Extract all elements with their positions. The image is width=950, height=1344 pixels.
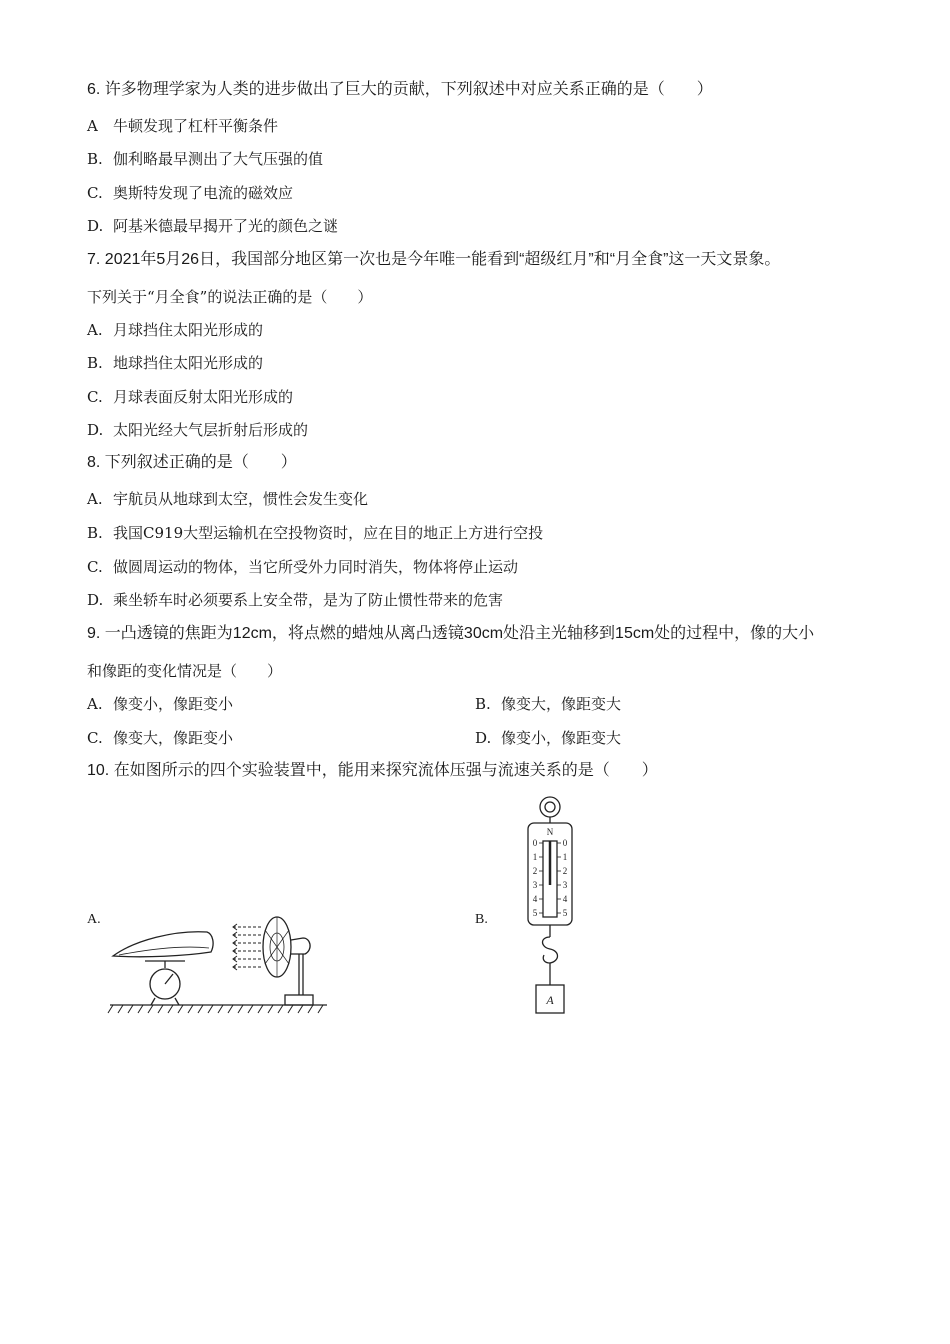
option-text: 阿基米德最早揭开了光的颜色之谜 [113,217,339,235]
question-9-option-a [87,694,233,714]
option-letter: A. [87,321,103,339]
question-8-option-d [87,590,503,610]
option-text: 像变大，像距变小 [113,729,234,747]
scale-tick-left: 1 [532,852,538,862]
option-text: 宇航员从地球到太空，惯性会发生变化 [113,490,369,508]
option-text: 伽利略最早测出了大气压强的值 [113,150,324,168]
option-text: 月球表面反射太阳光形成的 [113,388,294,406]
question-6-option-d [87,216,338,236]
option-letter: B. [87,150,103,168]
question-9-option-b [475,694,621,714]
option-letter: D. [87,421,104,439]
option-text: 月球挡住太阳光形成的 [113,321,264,339]
question-8-option-b [87,523,543,543]
question-7-option-b [87,353,263,373]
option-letter: B. [475,695,491,713]
option-letter: C. [87,558,103,576]
question-9-stem-continued: 和像距的变化情况是（ ） [87,662,283,680]
question-7-option-c [87,387,293,407]
scale-tick-right: 5 [562,908,568,918]
scale-tick-right: 3 [562,880,568,890]
question-6-option-a [87,116,278,136]
scale-tick-left: 0 [532,838,538,848]
option-text: 我国C919大型运输机在空投物资时，应在目的地正上方进行空投 [113,524,544,542]
option-letter: D. [87,591,104,609]
scale-tick-right: 4 [562,894,568,904]
question-7-option-d [87,420,308,440]
question-8-stem: 8. 下列叙述正确的是（ ） [87,454,297,471]
figure-a-label: A. [87,912,101,927]
option-letter: D. [475,729,492,747]
option-letter: C. [87,729,103,747]
question-6-option-c [87,183,293,203]
question-8-option-c [87,557,518,577]
option-text: 像变小，像距变大 [501,729,622,747]
option-text: 地球挡住太阳光形成的 [113,354,264,372]
scale-tick-right: 2 [562,866,568,876]
option-text: 像变大，像距变大 [501,695,622,713]
question-6-stem: 6. 许多物理学家为人类的进步做出了巨大的贡献，下列叙述中对应关系正确的是（ ） [87,81,713,98]
question-8-option-a [87,489,368,509]
option-text: 奥斯特发现了电流的磁效应 [113,184,294,202]
option-text: 做圆周运动的物体，当它所受外力同时消失，物体将停止运动 [113,558,519,576]
option-letter: A. [87,490,103,508]
option-letter: B. [87,524,103,542]
option-letter: C. [87,388,103,406]
scale-tick-right: 1 [562,852,568,862]
question-7-stem-continued: 下列关于“月全食”的说法正确的是（ ） [87,288,373,306]
option-letter: A [87,117,98,135]
option-letter: D. [87,217,104,235]
weight-label: A [546,993,554,1007]
question-6-option-b [87,149,323,169]
option-letter: C. [87,184,103,202]
scale-tick-left: 3 [532,880,538,890]
option-letter: A. [87,695,103,713]
figure-a-wing-fan-illustration [105,910,335,1020]
option-text: 牛顿发现了杠杆平衡条件 [113,117,279,135]
figure-b-spring-scale-illustration [520,795,590,1017]
option-text: 乘坐轿车时必须要系上安全带，是为了防止惯性带来的危害 [113,591,504,609]
question-7-stem: 7. 2021年5月26日，我国部分地区第一次也是今年唯一能看到“超级红月”和“月全食”这一天文景象。 [87,251,781,268]
scale-tick-left: 5 [532,908,538,918]
question-10-stem: 10. 在如图所示的四个实验装置中，能用来探究流体压强与流速关系的是（ ） [87,762,658,779]
figure-b-label: B. [475,912,488,927]
option-text: 太阳光经大气层折射后形成的 [113,421,309,439]
option-text: 像变小，像距变小 [113,695,234,713]
question-9-option-c [87,728,233,748]
question-9-stem: 9. 一凸透镜的焦距为12cm，将点燃的蜡烛从离凸透镜30cm处沿主光轴移到15cm处的过程中，像的大小 [87,625,815,642]
scale-tick-right: 0 [562,838,568,848]
scale-tick-left: 2 [532,866,538,876]
question-7-option-a [87,320,263,340]
option-letter: B. [87,354,103,372]
question-9-option-d [475,728,621,748]
scale-unit-label: N [546,827,554,837]
scale-tick-left: 4 [532,894,538,904]
